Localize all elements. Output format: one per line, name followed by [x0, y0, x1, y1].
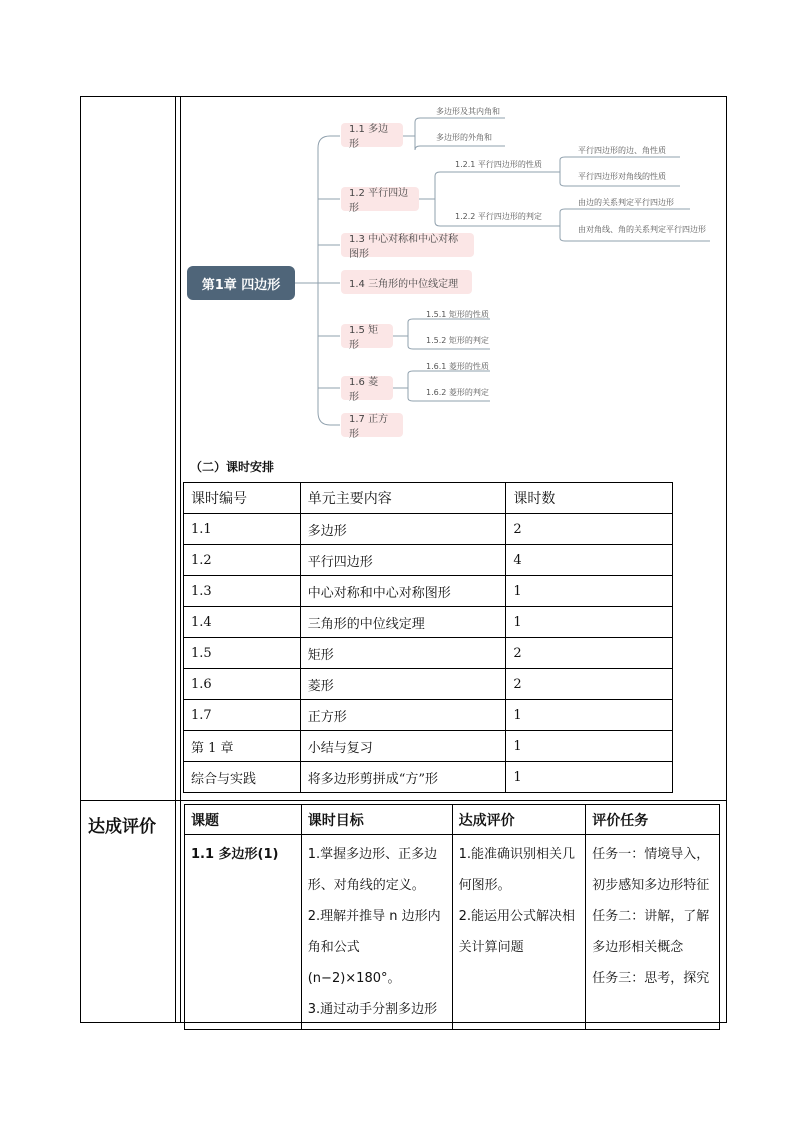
schedule-title: （二）课时安排 — [190, 460, 275, 474]
evaluation-criteria — [452, 835, 586, 1030]
evaluation-header: 评价任务 — [586, 805, 720, 835]
table-row — [184, 762, 673, 793]
leaf-1-2-1-b: 平行四边形对角线的性质 — [578, 172, 666, 181]
evaluation-header: 课时目标 — [301, 805, 452, 835]
node-1-3: 1.3 中心对称和中心对称图形 — [341, 233, 474, 257]
table-row — [184, 731, 673, 762]
lesson-topic-text: 1.1 多边形(1) — [191, 847, 279, 862]
task-item: 任务二：讲解，了解多边形相关概念 — [592, 909, 710, 955]
leaf-1-6-1: 1.6.1 菱形的性质 — [426, 362, 489, 371]
lesson-content: 菱形 — [300, 669, 506, 700]
evaluation-table — [184, 804, 720, 1030]
lesson-content: 多边形 — [300, 514, 506, 545]
leaf-1-2-2-b: 由对角线、角的关系判定平行四边形 — [578, 225, 706, 234]
mindmap-root: 第1章 四边形 — [187, 266, 295, 300]
evaluation-tasks — [586, 835, 720, 1030]
lesson-hours: 1 — [506, 762, 673, 793]
lesson-id: 1.7 — [184, 700, 301, 731]
node-1-2: 1.2 平行四边形 — [341, 187, 419, 211]
schedule-header: 课时编号 — [184, 483, 301, 514]
node-1-7: 1.7 正方形 — [341, 413, 403, 437]
lesson-content: 将多边形剪拼成“方”形 — [300, 762, 506, 793]
lesson-hours: 2 — [506, 514, 673, 545]
table-row — [184, 638, 673, 669]
schedule-header: 课时数 — [506, 483, 673, 514]
lesson-hours: 1 — [506, 607, 673, 638]
table-row — [184, 669, 673, 700]
lesson-hours: 2 — [506, 669, 673, 700]
goal-item: 1.掌握多边形、正多边形、对角线的定义。 — [307, 847, 438, 893]
lesson-id: 1.3 — [184, 576, 301, 607]
evaluation-label: 达成评价 — [88, 817, 156, 837]
node-1-2-2: 1.2.2 平行四边形的判定 — [455, 212, 542, 221]
lesson-hours: 2 — [506, 638, 673, 669]
lesson-hours: 1 — [506, 731, 673, 762]
leaf-1-1-b: 多边形的外角和 — [436, 133, 492, 142]
evaluation-header: 达成评价 — [452, 805, 586, 835]
table-row — [184, 700, 673, 731]
lesson-topic — [185, 835, 302, 1030]
lesson-content: 正方形 — [300, 700, 506, 731]
lesson-goals — [301, 835, 452, 1030]
evaluation-row — [185, 835, 720, 1030]
node-1-6: 1.6 菱形 — [341, 376, 393, 400]
node-1-5: 1.5 矩形 — [341, 324, 393, 348]
lesson-content: 中心对称和中心对称图形 — [300, 576, 506, 607]
node-1-2-1: 1.2.1 平行四边形的性质 — [455, 160, 542, 169]
lesson-id: 1.1 — [184, 514, 301, 545]
node-1-1: 1.1 多边形 — [341, 123, 403, 147]
leaf-1-6-2: 1.6.2 菱形的判定 — [426, 388, 489, 397]
leaf-1-2-2-a: 由边的关系判定平行四边形 — [578, 198, 674, 207]
lesson-content: 平行四边形 — [300, 545, 506, 576]
table-row — [184, 514, 673, 545]
leaf-1-5-1: 1.5.1 矩形的性质 — [426, 310, 489, 319]
leaf-1-1-a: 多边形及其内角和 — [436, 107, 500, 116]
goal-item: 2.理解并推导 n 边形内角和公式(n−2)×180°。 — [307, 909, 441, 986]
table-row — [184, 545, 673, 576]
criteria-item: 2.能运用公式解决相关计算问题 — [458, 909, 575, 955]
lesson-content: 小结与复习 — [300, 731, 506, 762]
node-1-4: 1.4 三角形的中位线定理 — [341, 270, 472, 294]
leaf-1-5-2: 1.5.2 矩形的判定 — [426, 336, 489, 345]
lesson-content: 矩形 — [300, 638, 506, 669]
schedule-table — [183, 482, 673, 793]
lesson-content: 三角形的中位线定理 — [300, 607, 506, 638]
leaf-1-2-1-a: 平行四边形的边、角性质 — [578, 146, 666, 155]
lesson-id: 1.4 — [184, 607, 301, 638]
lesson-id: 综合与实践 — [184, 762, 301, 793]
evaluation-header: 课题 — [185, 805, 302, 835]
lesson-hours: 1 — [506, 700, 673, 731]
schedule-header: 单元主要内容 — [300, 483, 506, 514]
lesson-hours: 4 — [506, 545, 673, 576]
lesson-id: 1.2 — [184, 545, 301, 576]
evaluation-header-row — [185, 805, 720, 835]
table-row — [184, 576, 673, 607]
lesson-id: 第 1 章 — [184, 731, 301, 762]
lesson-hours: 1 — [506, 576, 673, 607]
lesson-id: 1.5 — [184, 638, 301, 669]
lesson-id: 1.6 — [184, 669, 301, 700]
goal-item: 3.通过动手分割多边形 — [307, 1002, 438, 1017]
criteria-item: 1.能准确识别相关几何图形。 — [458, 847, 575, 893]
table-row — [184, 607, 673, 638]
task-item: 任务一：情境导入，初步感知多边形特征 — [592, 847, 710, 893]
schedule-header-row — [184, 483, 673, 514]
task-item: 任务三：思考，探究 — [592, 971, 710, 986]
